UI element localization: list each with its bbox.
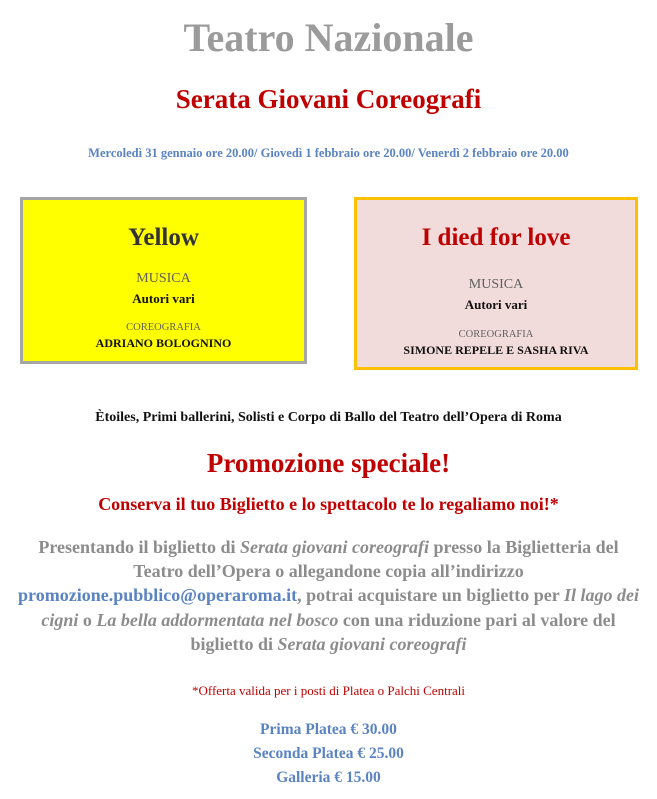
company-credits: Ètoiles, Primi ballerini, Solisti e Corpo di Ballo del Teatro dell’Opera di Roma (95, 410, 562, 425)
music-label: MUSICA (468, 277, 524, 292)
promo-description (12, 535, 645, 656)
show-name-italic: La bella addormentata nel bosco (96, 609, 339, 630)
music-value: Autori vari (132, 291, 195, 306)
choreography-label: COREOGRAFIA (458, 329, 534, 340)
theatre-title: Teatro Nazionale (183, 15, 474, 60)
choreography-value: SIMONE REPELE E SASHA RIVA (403, 343, 589, 357)
price-prima-platea: Prima Platea € 30.00 (260, 721, 397, 738)
choreography-value: ADRIANO BOLOGNINO (95, 336, 232, 350)
promo-text: o (78, 609, 97, 630)
promo-text: Presentando il biglietto di (38, 537, 241, 557)
promo-heading: Promozione speciale! (206, 448, 451, 478)
show-card-yellow (20, 197, 307, 364)
promo-text: presso la Biglietteria del Teatro dell’Opera o allegandone copia all’indirizzo (133, 537, 619, 582)
promo-email-link[interactable]: promozione.pubblico@operaroma.it (18, 585, 298, 606)
promo-tagline: Conserva il tuo Biglietto e lo spettacolo te lo regaliamo noi!* (98, 494, 559, 514)
show-name-italic: Serata giovani coreografi (240, 537, 430, 557)
show-name-italic: Il lago dei cigni (41, 585, 639, 630)
price-list (0, 718, 657, 790)
show-title: I died for love (421, 224, 571, 251)
show-name-italic: Serata giovani coreografi (277, 633, 467, 654)
show-title: Yellow (128, 224, 199, 251)
promo-text: , potrai acquistare un biglietto per (297, 585, 564, 606)
promo-text: con una riduzione pari al valore del biglietto di (190, 609, 616, 654)
offer-footnote: *Offerta valida per i posti di Platea o Palchi Centrali (191, 683, 466, 698)
choreography-label: COREOGRAFIA (126, 322, 201, 333)
price-seconda-platea: Seconda Platea € 25.00 (253, 745, 404, 762)
price-galleria: Galleria € 15.00 (276, 769, 381, 786)
event-dates: Mercoledì 31 gennaio ore 20.00/ Giovedì 1 febbraio ore 20.00/ Venerdì 2 febbraio ore 20.00 (88, 146, 569, 160)
music-value: Autori vari (464, 297, 528, 312)
event-subtitle: Serata Giovani Coreografi (175, 84, 482, 114)
music-label: MUSICA (136, 271, 191, 286)
show-card-i-died-for-love (354, 197, 638, 370)
